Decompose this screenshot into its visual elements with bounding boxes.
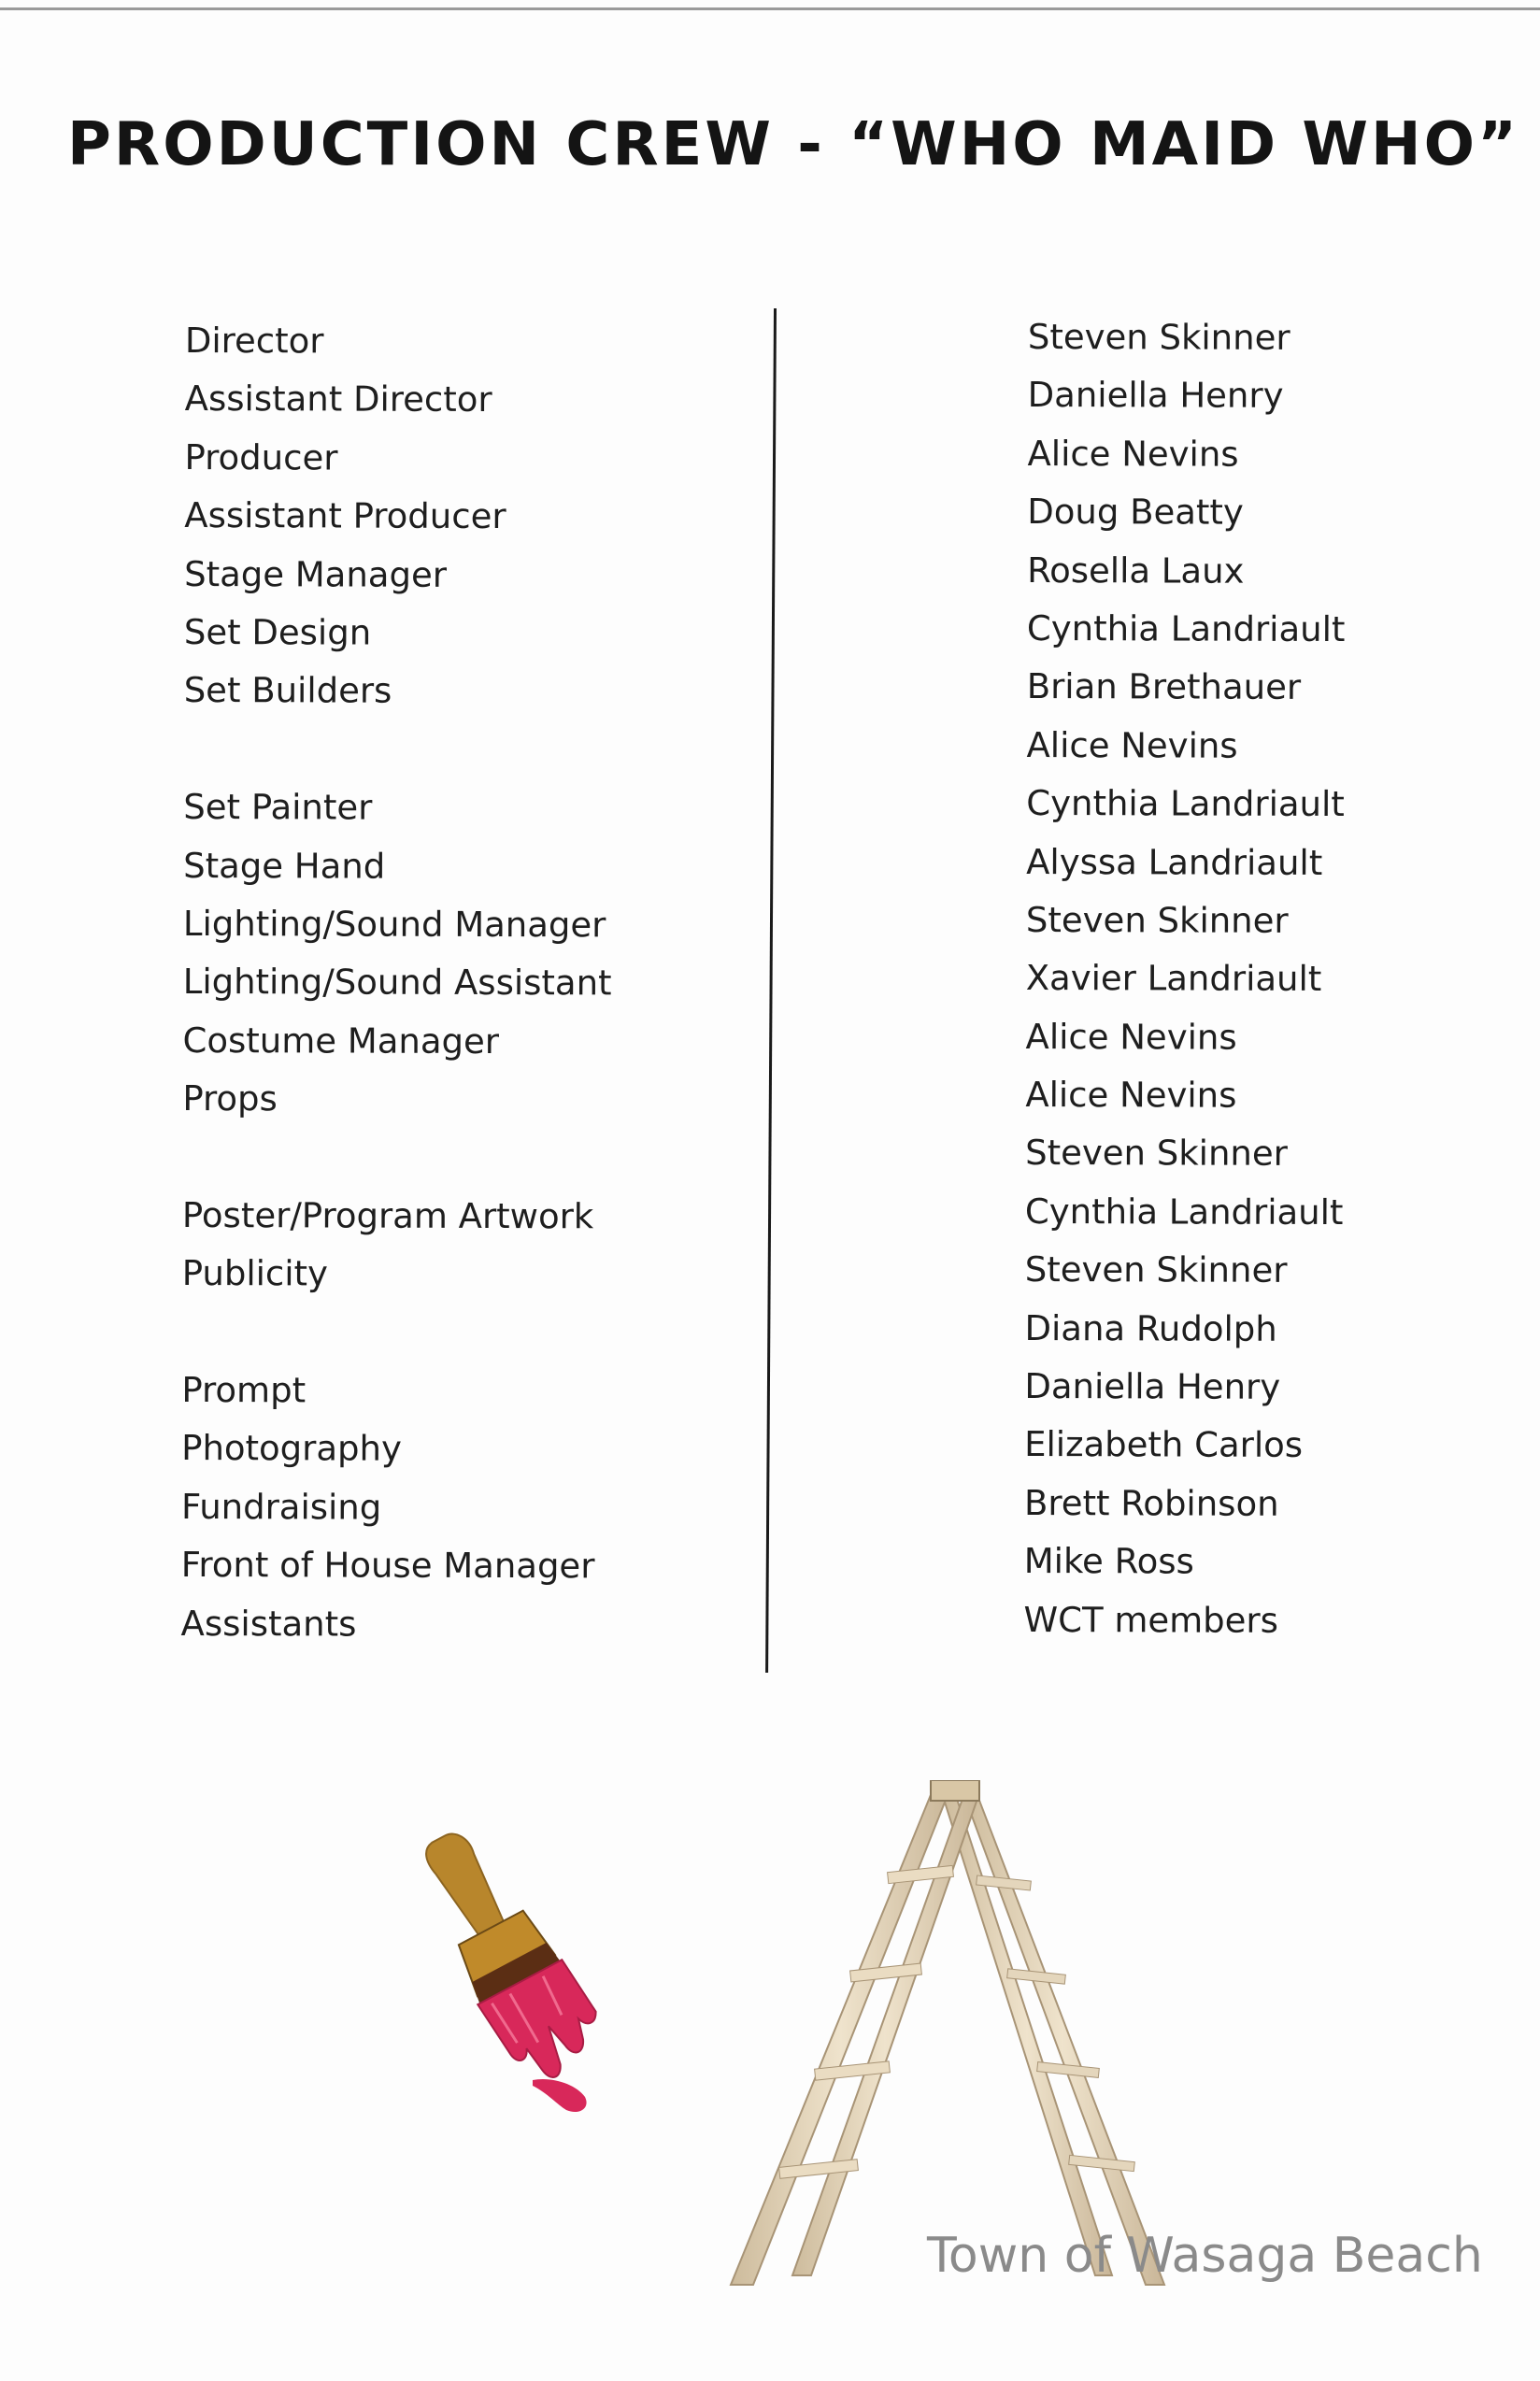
crew-role: Stage Manager — [184, 553, 448, 595]
crew-role: Producer — [184, 436, 338, 478]
crew-member: Alice Nevins — [1026, 724, 1238, 766]
crew-member: Xavier Landriault — [1025, 958, 1322, 1000]
crew-role: Set Painter — [183, 787, 373, 828]
page-title: PRODUCTION CREW - “WHO MAID WHO” — [67, 110, 1520, 179]
crew-member: Cynthia Landriault — [1026, 607, 1346, 650]
crew-member: Diana Rudolph — [1024, 1307, 1277, 1349]
crew-role: Set Design — [183, 611, 372, 653]
names-column — [1023, 308, 1346, 1650]
crew-member: WCT members — [1023, 1599, 1279, 1641]
ladder-icon — [710, 1780, 1168, 2289]
paintbrush-icon — [392, 1813, 626, 2121]
crew-role: Photography — [181, 1428, 402, 1470]
crew-member: Cynthia Landriault — [1024, 1190, 1344, 1233]
crew-member: Steven Skinner — [1025, 899, 1289, 941]
crew-member: Steven Skinner — [1025, 1133, 1288, 1175]
spacer — [183, 720, 612, 780]
crew-member: Alice Nevins — [1027, 433, 1239, 475]
crew-role: Fundraising — [180, 1486, 382, 1528]
top-scan-edge — [0, 7, 1540, 10]
crew-role: Front of House Manager — [180, 1545, 595, 1587]
crew-member: Daniella Henry — [1027, 375, 1284, 417]
crew-member: Steven Skinner — [1027, 316, 1290, 358]
credit-text: Town of Wasaga Beach — [927, 2228, 1483, 2284]
crew-member: Alice Nevins — [1025, 1016, 1237, 1058]
crew-member: Brian Brethauer — [1026, 666, 1302, 708]
crew-member: Doug Beatty — [1027, 492, 1244, 533]
crew-member: Daniella Henry — [1024, 1366, 1281, 1407]
crew-role: Set Builders — [183, 670, 392, 712]
crew-member: Brett Robinson — [1023, 1482, 1279, 1524]
crew-role: Assistant Director — [184, 378, 492, 421]
crew-member: Alyssa Landriault — [1026, 841, 1323, 883]
crew-role: Costume Manager — [182, 1019, 500, 1062]
crew-member: Rosella Laux — [1027, 549, 1245, 592]
crew-role: Prompt — [181, 1370, 307, 1411]
crew-role: Lighting/Sound Assistant — [182, 962, 612, 1004]
crew-role: Lighting/Sound Manager — [182, 903, 606, 946]
crew-role: Assistants — [180, 1603, 357, 1645]
crew-role: Assistant Producer — [184, 495, 506, 537]
crew-role: Stage Hand — [183, 845, 386, 887]
crew-member: Cynthia Landriault — [1026, 783, 1345, 825]
crew-role: Director — [184, 320, 324, 362]
crew-member: Mike Ross — [1023, 1541, 1194, 1582]
spacer — [181, 1304, 610, 1363]
column-divider — [765, 308, 777, 1673]
crew-member: Elizabeth Carlos — [1024, 1424, 1304, 1466]
crew-role: Poster/Program Artwork — [181, 1194, 594, 1237]
roles-column — [180, 312, 613, 1654]
crew-role: Publicity — [181, 1253, 329, 1294]
spacer — [182, 1128, 611, 1188]
crew-member: Steven Skinner — [1024, 1249, 1288, 1291]
crew-member: Alice Nevins — [1025, 1075, 1237, 1116]
crew-role: Props — [182, 1078, 278, 1119]
